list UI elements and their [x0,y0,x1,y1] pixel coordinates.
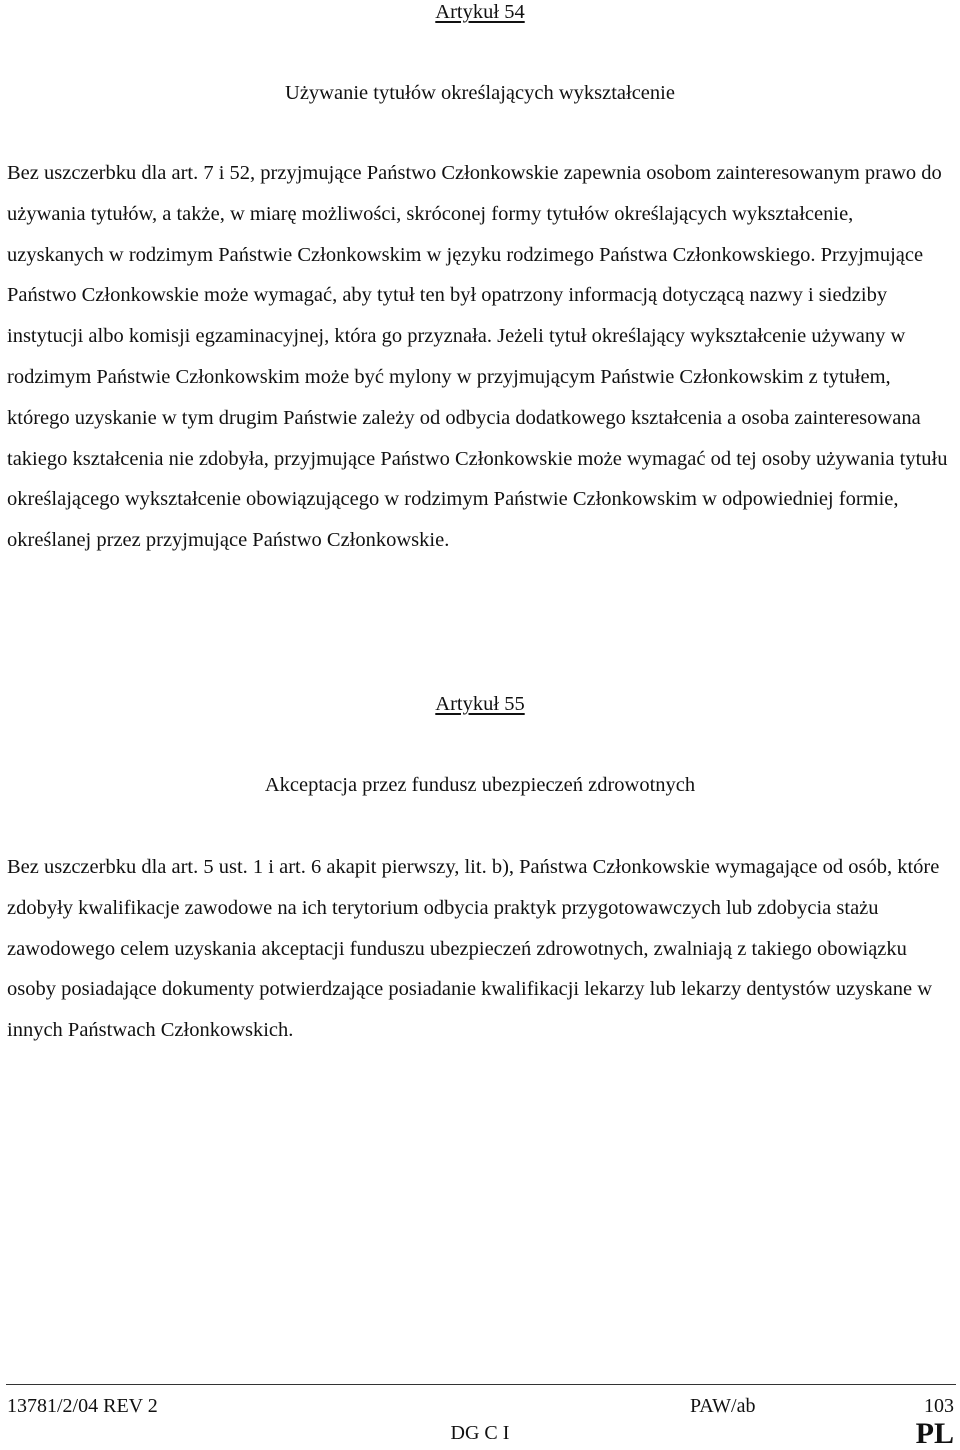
article-54-title: Używanie tytułów określających wykształcenie [285,82,675,104]
footer-directorate: DG C I [450,1422,510,1444]
article-55-body: Bez uszczerbku dla art. 5 ust. 1 i art. 6 akapit pierwszy, lit. b), Państwa Członkowskie wymagające od osób, które zdobyły kwalifikacje zawodowe na ich terytorium odbycia praktyk przygotowawczych lub zdobycia stażu zawodowego celem uzyskania akceptacji funduszu ubezpieczeń zdrowotnych, zwalniają z takiego obowiązku osoby posiadające dokumenty potwierdzające posiadanie kwalifikacji lekarzy lub lekarzy dentystów uzyskane w innych Państwach Członkowskich. [7,856,940,1042]
footer-divider [6,1384,956,1385]
article-55-title: Akceptacja przez fundusz ubezpieczeń zdrowotnych [264,774,696,796]
footer-initials: PAW/ab [690,1395,756,1417]
article-54-heading: Artykuł 54 [435,1,525,23]
article-54-body: Bez uszczerbku dla art. 7 i 52, przyjmujące Państwo Członkowskie zapewnia osobom zainteresowanym prawo do używania tytułów, a także, w miarę możliwości, skróconej formy tytułów określających wykształcenie, uzyskanych w rodzimym Państwie Członkowskim w języku rodzimego Państwa Członkowskiego. Przyjmujące Państwo Członkowskie może wymagać, aby tytuł ten był opatrzony informacją dotyczącą nazwy i siedziby instytucji albo komisji egzaminacyjnej, która go przyznała. Jeżeli tytuł określający wykształcenie używany w rodzimym Państwie Członkowskim może być mylony w przyjmującym Państwie Członkowskim z tytułem, którego uzyskanie w tym drugim Państwie zależy od odbycia dodatkowego kształcenia a osoba zainteresowana takiego kształcenia nie zdobyła, przyjmujące Państwo Członkowskie może wymagać od tej osoby używania tytułu określającego wykształcenie obowiązującego w rodzimym Państwie Członkowskim w odpowiedniej formie, określanej przez przyjmujące Państwo Członkowskie. [7,162,948,552]
footer-language-code: PL [915,1417,954,1450]
footer-doc-ref: 13781/2/04 REV 2 [7,1395,158,1417]
article-55-heading: Artykuł 55 [435,693,525,715]
footer-page-number: 103 [924,1395,954,1417]
